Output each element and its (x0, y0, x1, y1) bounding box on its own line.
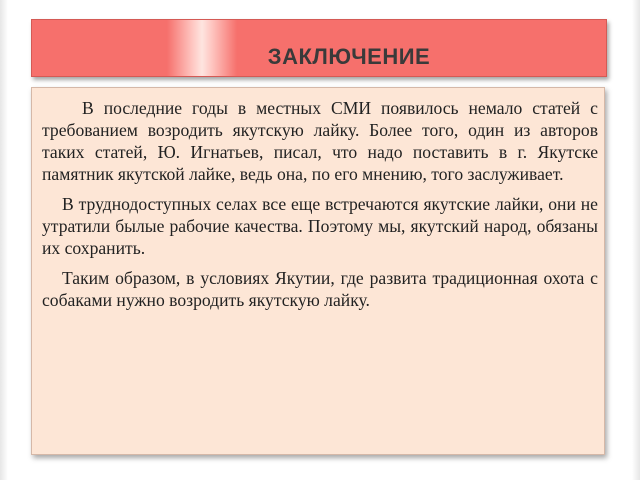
right-edge-shade (632, 0, 640, 480)
title-bar (31, 19, 607, 77)
slide-title: ЗАКЛЮЧЕНИЕ (267, 44, 431, 69)
paragraph-1: В последние годы в местных СМИ появилось немало статей с требованием возродить якутскую лайку. Более того, один из авторов таких статей, Ю. Игнатьев, писал, что надо поставить в г. Якутске памятник якутской лайке, ведь она, по его мнению, того заслуживает. (42, 98, 598, 184)
paragraph-3: Таким образом, в условиях Якутии, где развита традиционная охота с собаками нужно возродить якутскую лайку. (42, 268, 598, 310)
left-edge-shade (0, 0, 8, 480)
paragraph-2: В труднодоступных селах все еще встречаются якутские лайки, они не утратили былые рабочие качества. Поэтому мы, якутский народ, обязаны их сохранить. (42, 194, 598, 258)
content-box (31, 87, 605, 455)
